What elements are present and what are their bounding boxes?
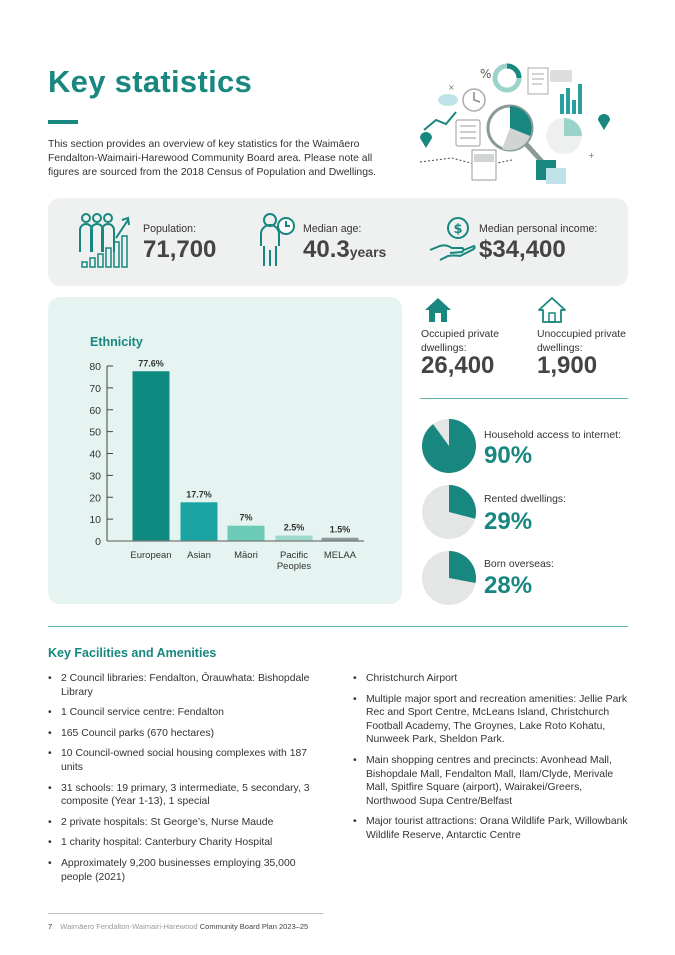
- facilities-heading: Key Facilities and Amenities: [48, 646, 217, 660]
- list-item: • 1 charity hospital: Canterbury Charity Hospital: [48, 836, 313, 850]
- internet-access-stat: [421, 418, 631, 478]
- statistics-illustration: [412, 62, 627, 187]
- list-item: • Main shopping centres and precincts: Avonhead Mall, Bishopdale Mall, Fendalton Mall, Ilam/Clyde, Merivale Mall, Spitfire Square (airport), Wairakei/Greers, Northwood Supa Centre/Belfast: [353, 754, 628, 808]
- title-underline: [48, 120, 78, 124]
- svg-text:%: %: [480, 67, 492, 81]
- rented-dwellings-value: 29%: [484, 508, 533, 535]
- house-filled-icon: [423, 296, 453, 324]
- median-age-value: [303, 236, 386, 264]
- born-overseas-value: 28%: [484, 572, 533, 599]
- bar-pacific-peoples: [276, 536, 313, 541]
- list-item: • Multiple major sport and recreation amenities: Jellie Park Rec and Sport Centre, McLeans Island, Christchurch Football Academy, The Groynes, Lake Roto Kohatu, Nunweek Park, Sheldon Park.: [353, 693, 628, 747]
- footer-board-name: Waimāero Fendalton-Waimairi-Harewood: [60, 922, 198, 931]
- headline-stats-band: [48, 198, 628, 286]
- data-label: 77.6%: [138, 358, 164, 369]
- unoccupied-dwellings-value: 1,900: [537, 352, 598, 379]
- x-tick-label: Peoples: [276, 561, 312, 572]
- y-tick-label: 10: [89, 514, 101, 527]
- x-tick-label: Pacific: [280, 550, 308, 561]
- ethnicity-panel: [48, 297, 402, 604]
- list-item: • 1 Council service centre: Fendalton: [48, 706, 313, 720]
- y-tick-label: 0: [95, 536, 101, 548]
- list-item: • 2 Council libraries: Fendalton, Ōrauwhata: Bishopdale Library: [48, 672, 313, 699]
- hand-money-icon: [428, 216, 478, 266]
- internet-access-pie: [421, 418, 477, 474]
- born-overseas-stat: [421, 550, 631, 610]
- person-clock-icon: [258, 212, 298, 268]
- x-tick-label: MELAA: [323, 550, 357, 561]
- internet-access-label: Household access to internet:: [484, 430, 621, 441]
- population-label: Population:: [143, 223, 197, 235]
- y-tick-label: 30: [89, 470, 101, 483]
- population-value: 71,700: [143, 236, 217, 263]
- median-age-unit: years: [349, 244, 387, 260]
- list-item: • Major tourist attractions: Orana Wildlife Park, Willowbank Wildlife Reserve, Antarctic Centre: [353, 815, 628, 842]
- population-growth-icon: [76, 212, 136, 270]
- intro-paragraph: This section provides an overview of key statistics for the Waimāero Fendalton-Waimairi-Harewood Community Board area. Please note all figures are sourced from the 2018 Census of Population and Dwellings.: [48, 139, 377, 178]
- list-item: • 10 Council-owned social housing complexes with 187 units: [48, 747, 313, 774]
- facilities-list-right: [353, 672, 628, 850]
- facilities-list-left: [48, 672, 313, 891]
- list-item: • 31 schools: 19 primary, 3 intermediate, 5 secondary, 3 composite (Year 1-13), 1 special: [48, 782, 313, 809]
- pie-slice: [449, 551, 476, 583]
- occupied-dwellings-value: 26,400: [421, 352, 495, 379]
- section-divider: [48, 626, 628, 627]
- svg-text:+: +: [588, 151, 595, 160]
- bar-asian: [181, 502, 218, 541]
- footer-rule: [48, 913, 323, 914]
- median-age-number: 40.3: [303, 236, 350, 263]
- dwellings-divider: [420, 398, 628, 399]
- list-item: • 2 private hospitals: St George’s, Nurse Maude: [48, 816, 313, 830]
- born-overseas-pie: [421, 550, 477, 606]
- rented-dwellings-label: Rented dwellings:: [484, 494, 567, 505]
- occupied-dwellings-label: Occupied private dwellings:: [421, 329, 499, 354]
- y-tick-label: 60: [89, 404, 101, 417]
- list-item: • 165 Council parks (670 hectares): [48, 727, 313, 741]
- y-tick-label: 20: [89, 492, 101, 505]
- bar-m-ori: [228, 526, 265, 541]
- born-overseas-label: Born overseas:: [484, 559, 554, 570]
- y-tick-label: 50: [89, 426, 101, 439]
- page-title: Key statistics: [48, 64, 253, 99]
- list-item: • Approximately 9,200 businesses employing 35,000 people (2021): [48, 857, 313, 884]
- svg-text:×: ×: [448, 83, 455, 92]
- y-tick-label: 70: [89, 382, 101, 395]
- data-label: 2.5%: [283, 522, 305, 533]
- list-item: • Christchurch Airport: [353, 672, 628, 686]
- y-tick-label: 80: [89, 361, 101, 373]
- rented-dwellings-stat: [421, 484, 631, 544]
- pie-slice: [422, 419, 476, 473]
- ethnicity-bar-chart: [48, 297, 402, 604]
- chart-title: Ethnicity: [90, 335, 143, 349]
- x-tick-label: European: [130, 550, 172, 561]
- bar-european: [133, 371, 170, 541]
- data-label: 1.5%: [329, 524, 351, 535]
- x-tick-label: Asian: [187, 550, 211, 561]
- house-outline-icon: [537, 296, 567, 324]
- data-label: 7%: [239, 512, 253, 523]
- income-value: $34,400: [479, 236, 566, 263]
- data-label: 17.7%: [186, 489, 212, 500]
- unoccupied-dwellings-label: Unoccupied private dwellings:: [537, 329, 626, 354]
- income-label: Median personal income:: [479, 223, 598, 235]
- page-number: 7: [48, 922, 53, 931]
- svg-text:$: $: [453, 222, 463, 237]
- internet-access-value: 90%: [484, 442, 533, 469]
- y-tick-label: 40: [89, 448, 101, 461]
- rented-dwellings-pie: [421, 484, 477, 540]
- page-footer: [48, 922, 308, 931]
- footer-plan-name: Community Board Plan 2023–25: [199, 922, 309, 931]
- x-tick-label: Māori: [234, 550, 258, 561]
- median-age-label: Median age:: [303, 223, 362, 235]
